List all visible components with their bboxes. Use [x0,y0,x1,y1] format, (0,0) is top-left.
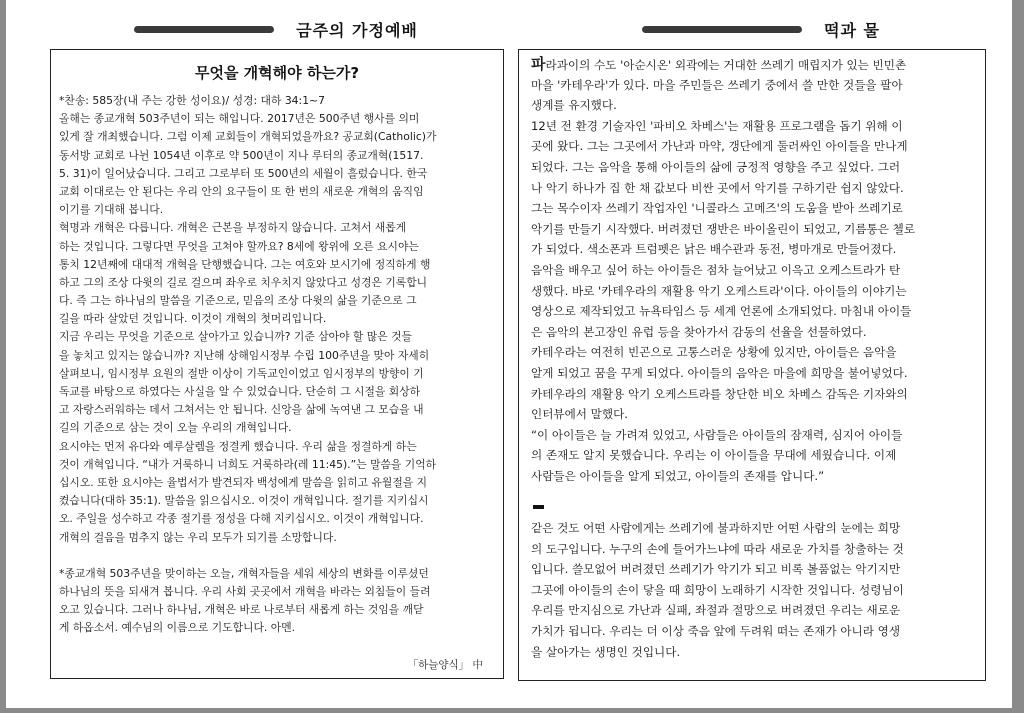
text-line: 곳에 왔다. 그는 그곳에서 가난과 마약, 갱단에게 둘러싸인 아이들을 만나게 [531,139,908,154]
drop-initial: 파 [531,55,546,73]
text-line: 가치가 됩니다. 우리는 더 이상 죽음 앞에 두려워 떠는 존재가 아니라 영생 [531,623,901,638]
text-line: 이기를 기대해 봅니다. [59,203,164,217]
text-line: 의 존재도 알지 못했습니다. 우리는 이 아이들을 무대에 세웠습니다. 이제 [531,448,897,463]
text-line [59,547,495,565]
text-line: 다. 즉 그는 하나님의 말씀을 기준으로, 믿음의 조상 다윗의 삶을 기준으로 그 [59,294,417,308]
section-divider-mark [533,505,544,509]
header-right [551,17,971,41]
text-line: 지금 우리는 무엇을 기준으로 살아가고 있습니까? 기준 삼아야 할 많은 것들 [59,330,412,344]
header-left-bar [134,26,274,33]
text-line: 그는 목수이자 쓰레기 작업자인 '니콜라스 고메즈'의 도움을 받아 쓰레기로 [531,201,903,216]
text-line: *찬송: 585장(내 주는 강한 성이요)/ 성경: 대하 34:1~7 [59,94,325,107]
text-line: 영상으로 제작되었고 뉴욕타임스 등 세계 언론에 소개되었다. 마침내 아이들 [531,304,912,319]
text-line: 하고 그의 조상 다윗의 길로 걸으며 좌우로 치우치지 않았다고 성경은 기록합니 [59,275,428,289]
header-right-title: 떡과 물 [824,20,880,40]
text-line: 통치 12년째에 대대적 개혁을 단행했습니다. 그는 여호와 보시기에 정직하게 행 [59,257,431,271]
text-line: 가 되었다. 색소폰과 트럼펫은 낡은 배수관과 동전, 병마개로 만들어졌다. [531,242,897,257]
text-line: 생했다. 바로 '카테우라의 재활용 악기 오케스트라'이다. 아이들의 이야기는 [531,283,907,298]
text-line: 파라과이의 수도 '아순시온' 외곽에는 거대한 쓰레기 매립지가 있는 빈민촌 [531,55,907,73]
text-line: 혁명과 개혁은 다릅니다. 개혁은 근본을 부정하지 않습니다. 고쳐서 새롭게 [59,221,407,235]
text-line: 음악을 배우고 싶어 하는 아이들은 점차 늘어났고 이윽고 오케스트라가 탄 [531,262,901,277]
text-line: 을 놓치고 있지는 않습니까? 지난해 상해임시정부 수립 100주년을 맞아 자세히 [59,348,430,362]
text-line: 같은 것도 어떤 사람에게는 쓰레기에 불과하지만 어떤 사람의 눈에는 희망 [531,521,901,535]
text-line: 되었다. 그는 음악을 통해 아이들의 삶에 긍정적 영향을 주고 싶었다. 그러 [531,159,901,174]
text-line: 생계를 유지했다. [531,98,617,113]
text-line: 사람들은 아이들을 알게 되었고, 아이들의 존재를 압니다.” [531,468,825,483]
text-line: 개혁의 걸음을 멈추지 않는 우리 모두가 되기를 소망합니다. [59,530,337,544]
text-line: 켰습니다(대하 35:1). 말씀을 읽으십시오. 이것이 개혁입니다. 절기를 지키십시 [59,494,429,508]
text-line: 그곳에 아이들의 손이 닿을 때 희망이 노래하기 시작한 것입니다. 성령님이 [531,582,904,597]
text-line: 길의 기준으로 삼는 것이 오늘 우리의 개혁입니다. [59,421,292,435]
story-body [531,54,975,486]
text-line: 오. 주일을 성수하고 각종 절기를 정성을 다해 지키십시오. 이것이 개혁입니다. [59,512,424,526]
closing-body [531,518,975,662]
bread-and-water-box [518,49,986,681]
text-line: 하나님의 뜻을 되새겨 봅니다. 우리 사회 곳곳에서 개혁을 바라는 외침들이 들려 [59,585,431,599]
text-line: 악기를 만들기 시작했다. 버려졌던 쟁반은 바이올린이 되었고, 기름통은 첼로 [531,221,916,236]
text-line: 독교를 바탕으로 하였다는 사실을 알 수 있었습니다. 단순히 그 시절을 회상하 [59,385,421,398]
text-line: 살펴보니, 임시정부 요원의 절반 이상이 기독교인이었고 임시정부의 방향이 기 [59,366,424,380]
source-signature: 「하늘양식」 中 [407,659,483,671]
header-right-bar [642,26,802,33]
text-line: 동서방 교회로 나뉜 1054년 이후로 약 500년이 지나 루터의 종교개혁(1517. [59,148,424,162]
text-line: 인터뷰에서 말했다. [531,407,628,422]
header-left [66,17,486,41]
text-line: 카테우라는 여전히 빈곤으로 고통스러운 상황에 있지만, 아이들은 음악을 [531,345,897,360]
text-line: 것이 개혁입니다. “내가 거룩하니 너희도 거룩하라(레 11:45).”는 말씀을 기억하 [59,457,437,471]
text-line: 올해는 종교개혁 503주년이 되는 해입니다. 2017년은 500주년 행사를 의미 [59,112,420,126]
text-line: 5. 31)이 일어났습니다. 그리고 그로부터 또 500년의 세월이 흘렀습니다. 한국 [59,166,428,180]
text-line: 알게 되었고 꿈을 꾸게 되었다. 아이들의 음악은 마을에 희망을 불어넣었다. [531,365,908,380]
text-line: 나 악기 하나가 집 한 채 값보다 비싼 곳에서 악기를 구하기란 쉽지 않았다. [531,180,904,195]
sermon-body [59,92,495,638]
text-line: 을 살아가는 생명인 것입니다. [531,644,681,659]
text-line: 입니다. 쓸모없어 버려졌던 쓰레기가 악기가 되고 비록 볼품없는 악기지만 [531,562,901,577]
sermon-title: 무엇을 개혁해야 하는가? [194,64,360,82]
text-line: 교회 이대로는 안 된다는 우리 안의 요구들이 또 한 번의 새로운 개혁의 움직임 [59,184,424,198]
bulletin-page [6,0,1012,708]
text-line: 카테우라의 재활용 악기 오케스트라를 창단한 비오 차베스 감독은 기자와의 [531,386,908,401]
text-line: 우리를 만지심으로 가난과 실패, 좌절과 절망으로 버려졌던 우리는 새로운 [531,603,901,618]
header-left-title: 금주의 가정예배 [296,20,418,40]
text-line: 길을 따라 살았던 것입니다. 이것이 개혁의 첫머리입니다. [59,312,327,326]
text-line: 의 도구입니다. 누구의 손에 들어가느냐에 따라 새로운 가치를 창출하는 것 [531,541,904,556]
text-line: 십시오. 또한 요시야는 율법서가 발견되자 백성에게 말씀을 읽히고 유월절을 지 [59,475,428,489]
text-line: *종교개혁 503주년을 맞이하는 오늘, 개혁자들을 세워 세상의 변화를 이루셨던 [59,566,429,580]
text-line: 12년 전 환경 기술자인 '파비오 차베스'는 재활용 프로그램을 돕기 위해 이 [531,118,903,133]
text-line: 마을 '카테우라'가 있다. 마을 주민들은 쓰레기 중에서 쓸 만한 것들을 팔아 [531,77,903,92]
family-worship-box [50,49,504,679]
text-line: 하는 것입니다. 그렇다면 무엇을 고쳐야 할까요? 8세에 왕위에 오른 요시야는 [59,239,419,253]
text-line: 게 하옵소서. 예수님의 이름으로 기도합니다. 아멘. [59,621,296,635]
text-line: 요시야는 먼저 유다와 예루살렘을 정결케 했습니다. 우리 삶을 정결하게 하는 [59,439,417,453]
text-line: “이 아이들은 늘 가려져 있었고, 사람들은 아이들의 잠재력, 심지어 아이들 [531,427,903,442]
text-line: 있게 잘 개최했습니다. 그럼 이제 교회들이 개혁되었을까요? 공교회(Catholic)가 [59,130,437,144]
text-line: 오고 있습니다. 그러나 하나님, 개혁은 바로 나로부터 새롭게 하는 것임을 깨닫 [59,603,424,617]
text-line: 은 음악의 본고장인 유럽 등을 찾아가서 감동의 선율을 선물하였다. [531,324,867,339]
text-line: 고 자랑스러워하는 데서 그쳐서는 안 됩니다. 신앙을 삶에 녹여낸 그 모습을 내 [59,403,424,417]
